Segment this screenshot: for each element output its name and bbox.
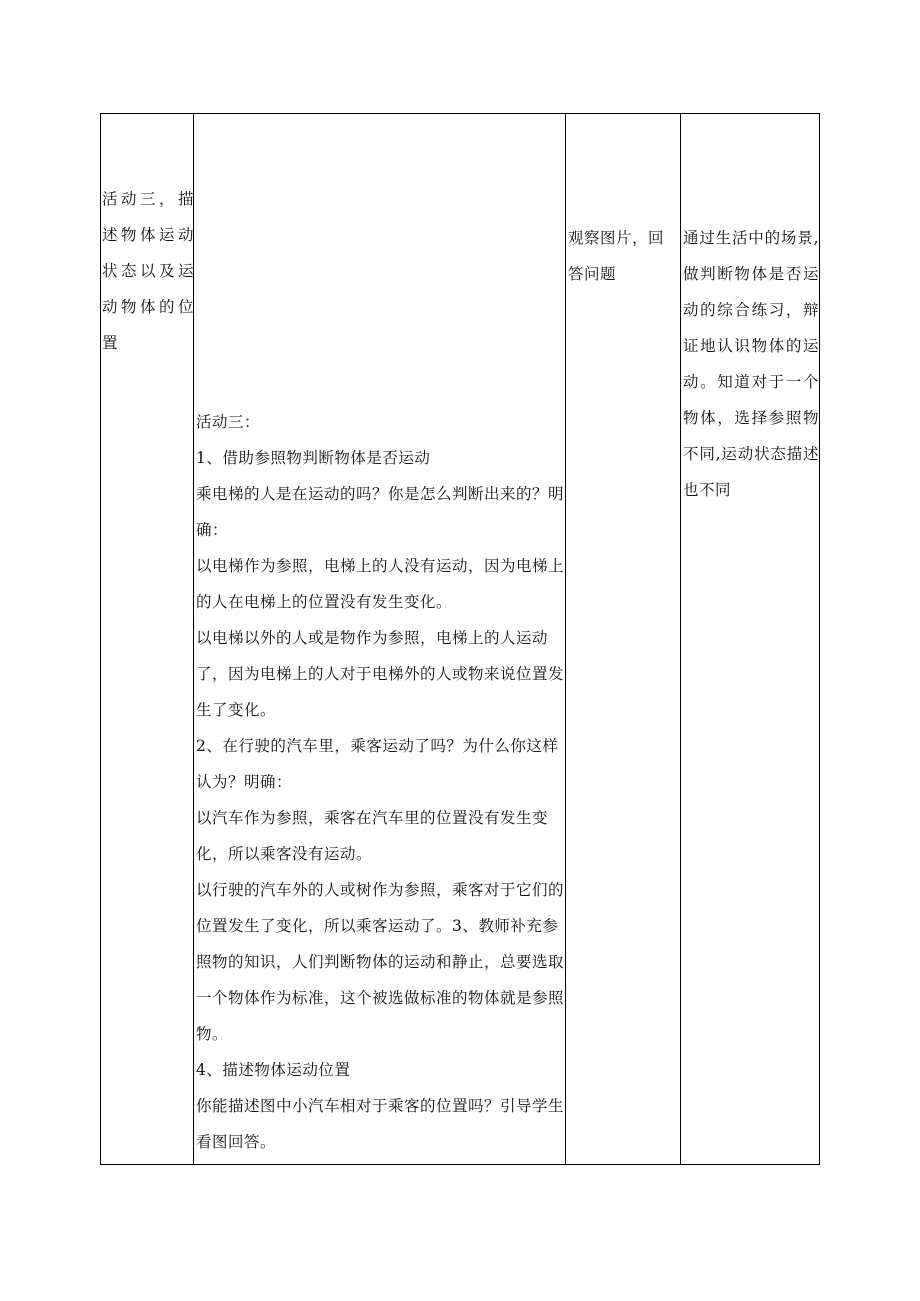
column-divider-3 (680, 113, 681, 1165)
teacher-line-3: 乘电梯的人是在运动的吗？你是怎么判断出来的？明确： (196, 485, 565, 539)
activity-title: 活动三，描述物体运动状态以及运动物体的位置 (102, 190, 194, 352)
teacher-activity-cell (196, 404, 566, 1160)
teacher-line-8: 以行驶的汽车外的人或树作为参照，乘客对于它们的位置发生了变化，所以乘客运动了。3、教师补充参照物的知识，人们判断物体的运动和静止，总要选取一个物体作为标准，这个被选做标准的物体就是参照物。 (196, 881, 565, 1043)
teacher-line-1: 活动三： (196, 413, 261, 431)
activity-title-cell (102, 181, 194, 361)
teacher-line-2: 1、借助参照物判断物体是否运动 (196, 449, 431, 467)
student-activity-cell (568, 220, 678, 292)
design-intent-cell (683, 220, 819, 508)
teacher-line-10: 你能描述图中小汽车相对于乘客的位置吗？引导学生看图回答。 (196, 1097, 565, 1151)
teacher-line-6: 2、在行驶的汽车里，乘客运动了吗？为什么你这样认为？明确： (196, 737, 559, 791)
teacher-line-9: 4、描述物体运动位置 (196, 1061, 351, 1079)
teacher-line-4: 以电梯作为参照，电梯上的人没有运动，因为电梯上的人在电梯上的位置没有发生变化。 (196, 557, 565, 611)
design-intent: 通过生活中的场景,做判断物体是否运动的综合练习，辩证地认识物体的运动。知道对于一个物体，选择参照物不同,运动状态描述也不同 (683, 229, 819, 499)
student-activity: 观察图片，回答问题 (568, 229, 665, 283)
teacher-line-5: 以电梯以外的人或是物作为参照，电梯上的人运动了，因为电梯上的人对于电梯外的人或物来说位置发生了变化。 (196, 629, 565, 719)
teacher-line-7: 以汽车作为参照，乘客在汽车里的位置没有发生变化，所以乘客没有运动。 (196, 809, 549, 863)
